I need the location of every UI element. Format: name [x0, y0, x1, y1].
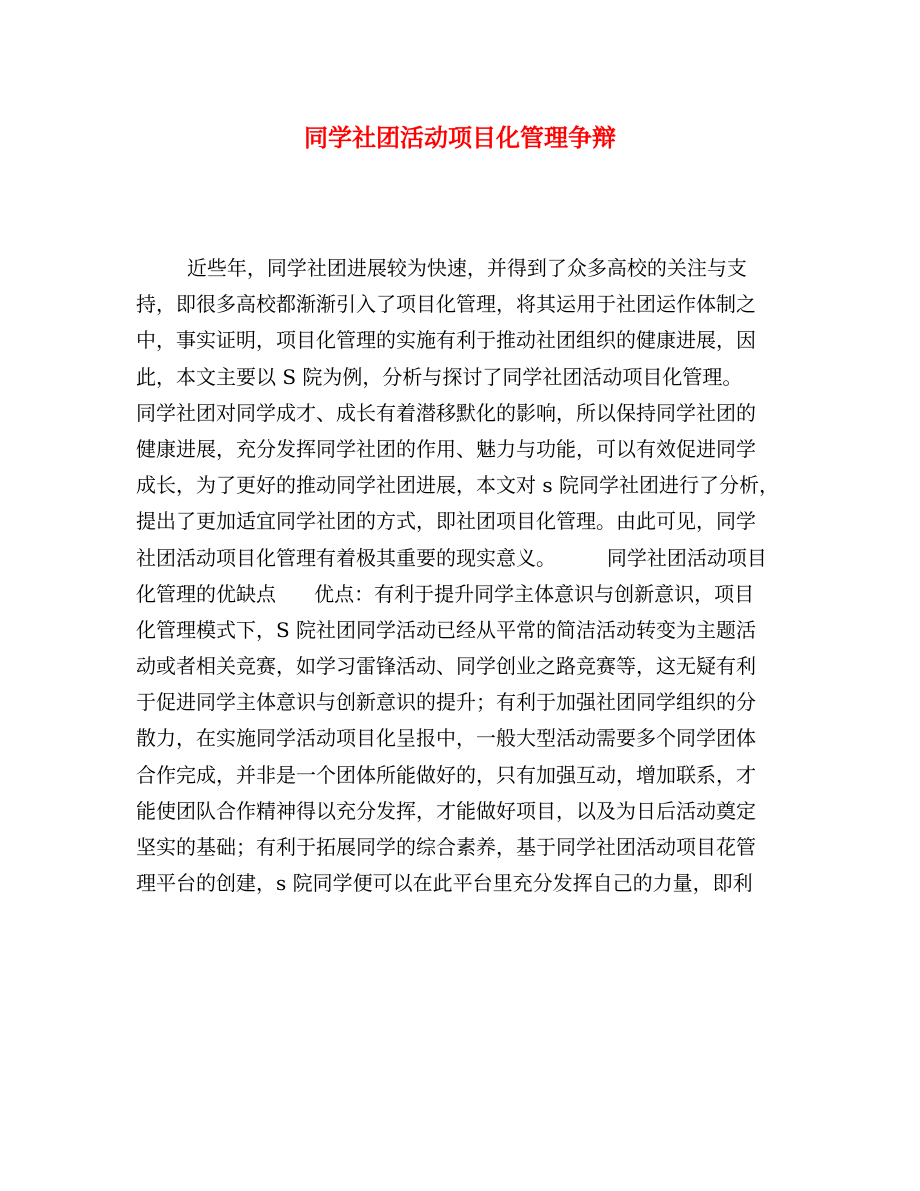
body-line: 散力，在实施同学活动项目化呈报中，一般大型活动需要多个同学团体 — [136, 726, 756, 751]
body-line: 合作完成，并非是一个团体所能做好的，只有加强互动，增加联系，才 — [136, 762, 756, 787]
body-line: 能使团队合作精神得以充分发挥，才能做好项目，以及为日后活动奠定 — [136, 798, 756, 823]
body-line: 化管理模式下，S 院社团同学活动已经从平常的简洁活动转变为主题活 — [136, 617, 757, 642]
body-line: 理平台的创建，s 院同学便可以在此平台里充分发挥自己的力量，即利 — [136, 871, 753, 896]
body-line: 坚实的基础；有利于拓展同学的综合素养，基于同学社团活动项目花管 — [136, 835, 756, 859]
body-line: 持，即很多高校都渐渐引入了项目化管理，将其运用于社团运作体制之 — [136, 292, 756, 317]
document-title: 同学社团活动项目化管理争辩 — [304, 123, 616, 152]
body-line: 化管理的优缺点 优点：有利于提升同学主体意识与创新意识，项目 — [136, 581, 755, 606]
body-line: 成长，为了更好的推动同学社团进展，本文对 s 院同学社团进行了分析， — [136, 473, 779, 498]
body-line: 此，本文主要以 S 院为例，分析与探讨了同学社团活动项目化管理。 — [136, 364, 743, 389]
body-line: 中，事实证明，项目化管理的实施有利于推动社团组织的健康进展，因 — [136, 328, 756, 353]
body-line: 健康进展，充分发挥同学社团的作用、魅力与功能，可以有效促进同学 — [136, 436, 756, 461]
body-line: 同学社团对同学成才、成长有着潜移默化的影响，所以保持同学社团的 — [136, 400, 756, 425]
body-line: 提出了更加适宜同学社团的方式，即社团项目化管理。由此可见，同学 — [136, 509, 756, 534]
body-line: 于促进同学主体意识与创新意识的提升；有利于加强社团同学组织的分 — [136, 690, 756, 715]
body-line: 近些年，同学社团进展较为快速，并得到了众多高校的关注与支 — [136, 256, 747, 280]
body-line: 动或者相关竞赛，如学习雷锋活动、同学创业之路竞赛等，这无疑有利 — [136, 654, 756, 679]
document-body — [136, 250, 788, 901]
body-line: 社团活动项目化管理有着极其重要的现实意义。 同学社团活动项目 — [136, 545, 767, 570]
